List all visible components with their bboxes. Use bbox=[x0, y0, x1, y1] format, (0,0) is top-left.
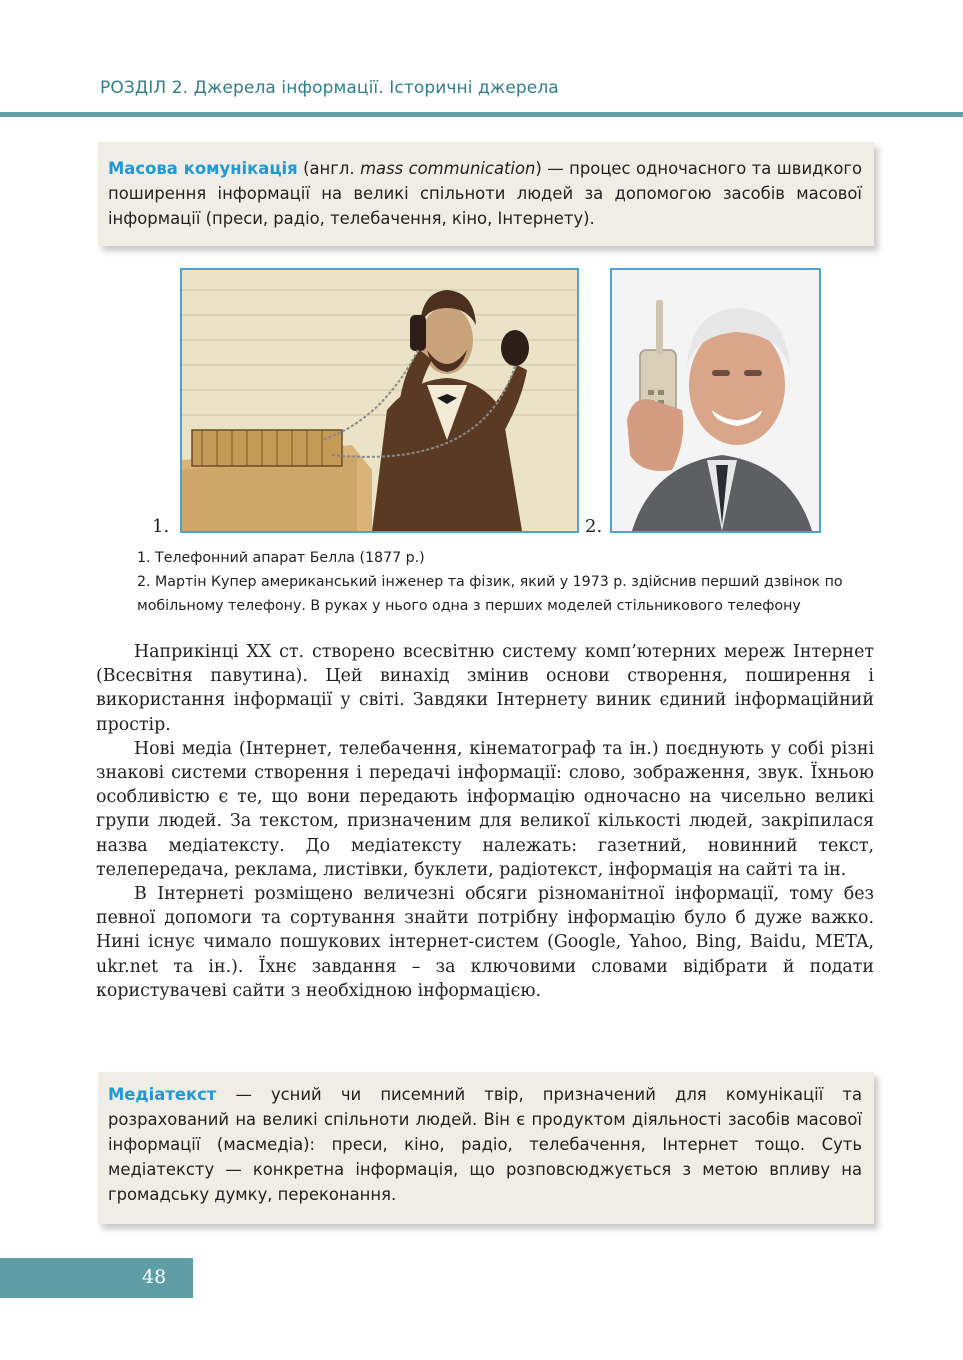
photo-man-holding-early-mobile-phone-icon bbox=[612, 270, 819, 531]
header-divider bbox=[0, 112, 963, 117]
photo-bell-telephone bbox=[180, 268, 579, 533]
paragraph: Нові медіа (Інтернет, телебачення, кінематограф та ін.) поєднують у собі різні знакові системи створення і передачі інформації: слово, зображення, звук. Їхньою особливістю є те, що вони передають інформацію одночасно на чисельно великі групи людей. За текстом, призначеним для великої кількості людей, закріпилася назва медіатексту. До медіатексту належать: газетний, новинний текст, телепередача, реклама, листівки, буклети, радіотекст, інформація на сайті та ін. bbox=[96, 738, 874, 880]
chapter-header: РОЗДІЛ 2. Джерела інформації. Історичні джерела bbox=[100, 78, 559, 98]
definition-text-pre: (англ. bbox=[297, 159, 361, 178]
paragraph: В Інтернеті розміщено величезні обсяги різноманітної інформації, тому без певної допомоги та сортування знайти потрібну інформацію було б дуже важко. Нині існує чимало пошукових інтернет-систем (Google, Yahoo, Bing, Baidu, META, ukr.net та ін.). Їхнє завдання – за ключовими словами відібрати й подати користувачеві сайти з необхідною інформацією. bbox=[96, 884, 874, 1001]
figure-caption-1: 1. Телефонний апарат Белла (1877 р.) bbox=[137, 550, 425, 566]
definition-text: ) — процес одночасного та швидкого поширення інформації на великі спільноти людей за допомогою засобів масової інформації (преси, радіо, телебачення, кіно, Інтернету). bbox=[108, 159, 862, 228]
definition-english-term: mass communication bbox=[360, 159, 536, 178]
paragraph: Наприкінці XX ст. створено всесвітню систему комп’ютерних мереж Інтернет (Всесвітня павутина). Цей винахід змінив основи створення, поширення і використання інформації у світі. Завдяки Інтернету виник єдиний інформаційний простір. bbox=[96, 642, 874, 735]
main-text bbox=[96, 640, 874, 1003]
photo-martin-cooper bbox=[610, 268, 821, 533]
definition-term: Масова комунікація bbox=[108, 159, 298, 178]
definition-text: — усний чи писемний твір, призначений для комунікації та розрахований на великі спільноти людей. Він є продуктом діяльності засобів масової інформації (масмедіа): преси, кіно, радіо, телебачення, Інтернет тощо. Суть медіатексту — конкретна інформація, що розповсюджується з метою впливу на громадську думку, переконання. bbox=[108, 1085, 862, 1204]
definition-box-mass-communication bbox=[98, 142, 874, 246]
figure-number-1: 1. bbox=[152, 516, 170, 537]
figure-caption-2: 2. Мартін Купер американський інженер та фізик, який у 1973 р. здійснив перший дзвінок по мобільному телефону. В руках у нього одна з перших моделей стільникового телефону bbox=[137, 574, 843, 614]
engraving-man-with-bell-telephone-icon bbox=[182, 270, 577, 531]
page-number: 48 bbox=[142, 1266, 167, 1288]
definition-term: Медіатекст bbox=[108, 1085, 217, 1104]
figure-number-2: 2. bbox=[585, 516, 603, 537]
definition-box-mediatext bbox=[98, 1072, 874, 1224]
